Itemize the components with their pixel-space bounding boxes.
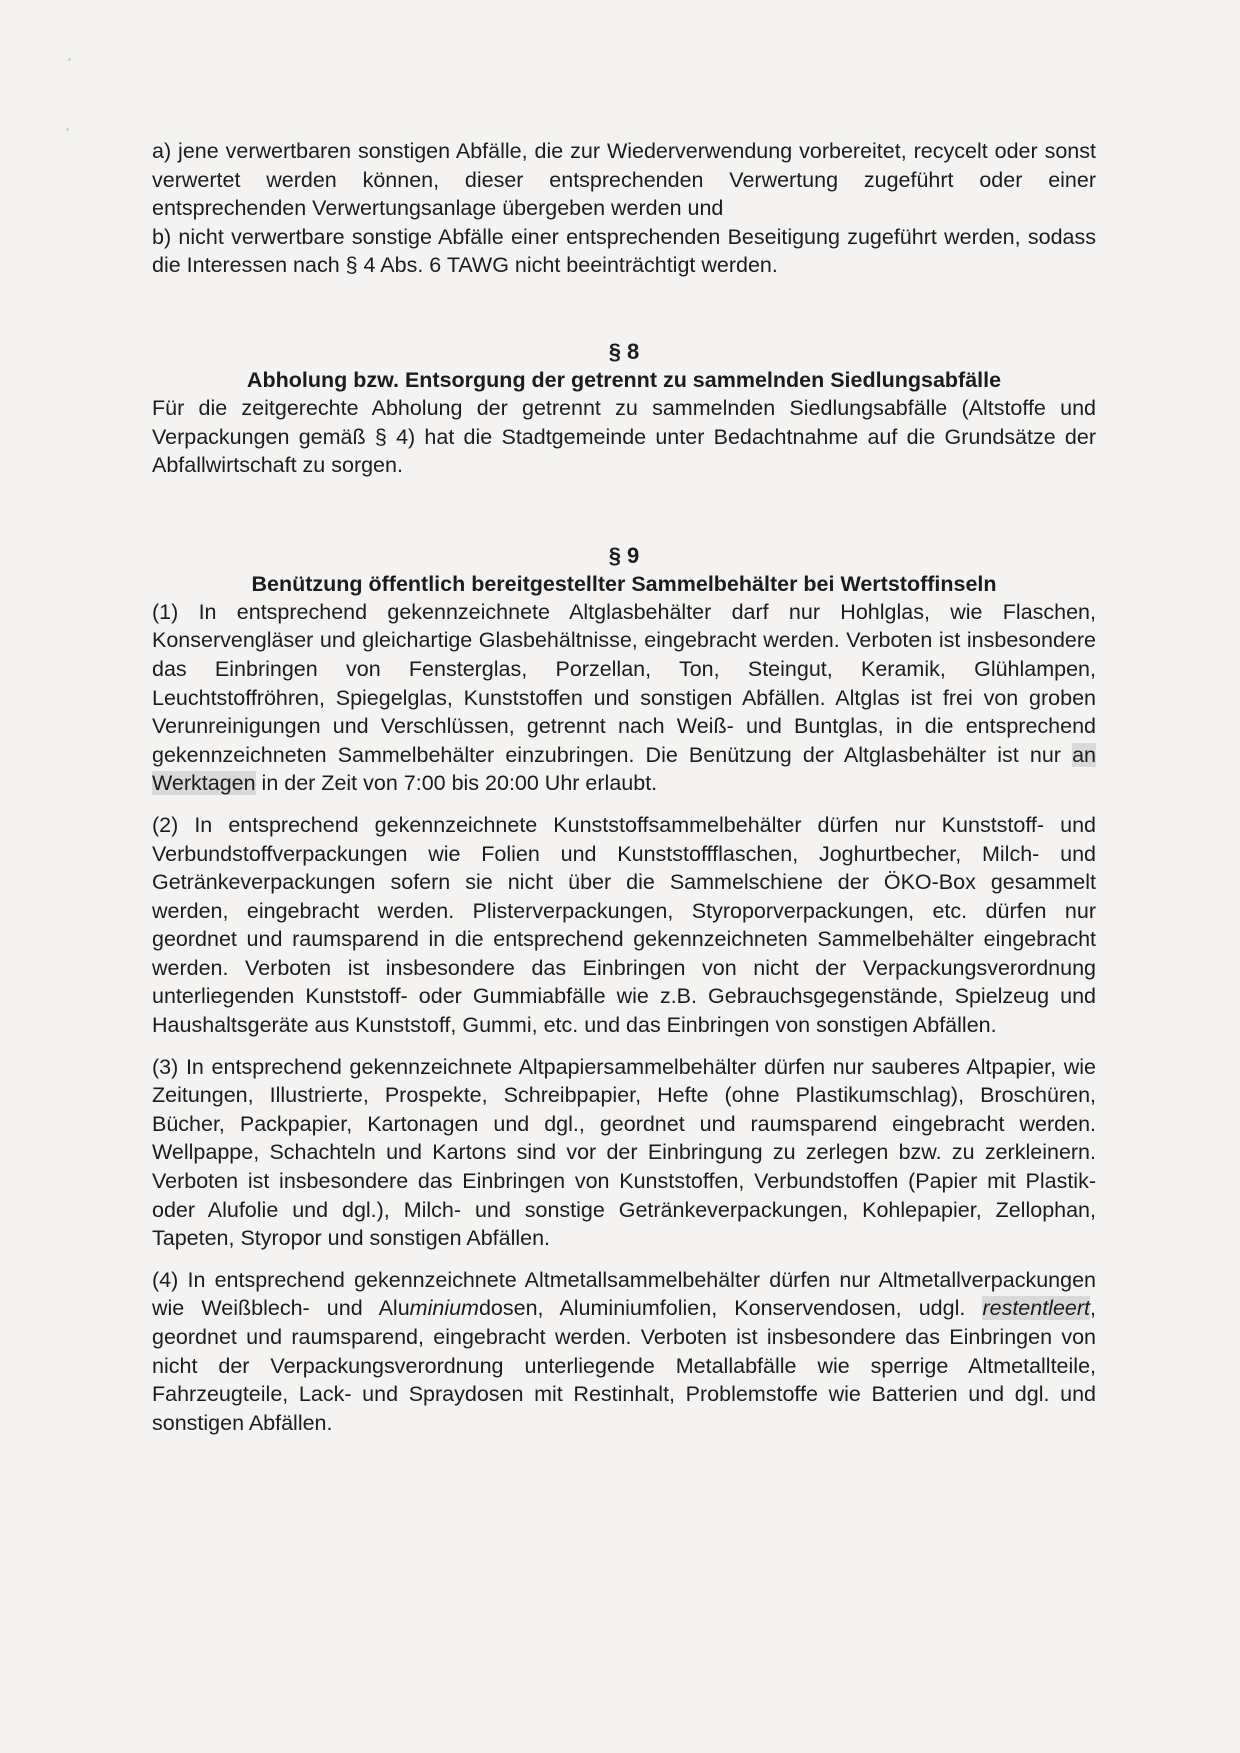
section-9-paragraph-4 <box>152 1266 1096 1438</box>
section-9-title: Benützung öffentlich bereitgestellter Sammelbehälter bei Wertstoffinseln <box>251 571 997 596</box>
intro-item-a: a) jene verwertbaren sonstigen Abfälle, die zur Wiederverwendung vorbereitet, recycelt oder sonst verwertet werden können, dieser entsprechenden Verwertung zugeführt oder einer entsprechenden Verwertungsanlage übergeben werden und <box>152 139 1096 221</box>
section-9-paragraph-1 <box>152 598 1096 798</box>
section-8-body: Für die zeitgerechte Abholung der getrennt zu sammelnden Siedlungsabfälle (Altstoffe und Verpackungen gemäß § 4) hat die Stadtgemeinde unter Bedachtnahme auf die Grundsätze der Abfallwirtschaft zu sorgen. <box>152 395 1096 478</box>
paragraph-4-text-c: , geordnet und raumsparend, eingebracht werden. Verboten ist insbesondere das Einbringen von nicht der Verpackungsverordnung unterliegende Metallabfälle wie sperrige Altmetallteile, Fahrzeugteile, Lack- und Spraydosen mit Restinhalt, Problemstoffe wie Batterien und dgl. und sonstigen Abfällen. <box>152 1296 1096 1435</box>
section-8-number: § 8 <box>608 338 640 364</box>
section-8-title: Abholung bzw. Entsorgung der getrennt zu sammelnden Siedlungsabfälle <box>246 367 1002 392</box>
document-body <box>152 137 1096 1450</box>
paragraph-4-text-a: (4) In entsprechend gekennzeichnete Altmetallsammelbehälter dürfen nur Altmetallverpackungen wie Weißblech- und Alu <box>152 1267 1096 1321</box>
section-9-paragraph-2: (2) In entsprechend gekennzeichnete Kunststoffsammelbehälter dürfen nur Kunststoff- und Verbundstoffverpackungen wie Folien und Kunststoffflaschen, Joghurtbecher, Milch- und Getränkeverpackungen sofern sie nicht über die Sammelschiene der ÖKO-Box gesammelt werden, eingebracht werden. Plisterverpackungen, Styroporverpackungen, etc. dürfen nur geordnet und raumsparend in die entsprechend gekennzeichneten Sammelbehälter eingebracht werden. Verboten ist insbesondere das Einbringen von nicht der Verpackungsverordnung unterliegenden Kunststoff- oder Gummiabfälle wie z.B. Gebrauchsgegenstände, Spielzeug und Haushaltsgeräte aus Kunststoff, Gummi, etc. und das Einbringen von sonstigen Abfällen. <box>152 812 1096 1038</box>
highlight-restentleert: restentleert <box>982 1296 1091 1321</box>
intro-item-b: b) nicht verwertbare sonstige Abfälle einer entsprechenden Beseitigung zugeführt werden, sodass die Interessen nach § 4 Abs. 6 TAWG nicht beeinträchtigt werden. <box>152 224 1096 278</box>
paragraph-4-text-b: dosen, Aluminiumfolien, Konservendosen, udgl. <box>478 1296 983 1321</box>
scan-speck <box>68 58 71 61</box>
section-9-number: § 9 <box>608 542 640 568</box>
scan-speck <box>66 128 69 131</box>
section-9-paragraph-3: (3) In entsprechend gekennzeichnete Altpapiersammelbehälter dürfen nur sauberes Altpapier, wie Zeitungen, Illustrierte, Prospekte, Schreibpapier, Hefte (ohne Plastikumschlag), Broschüren, Bücher, Packpapier, Kartonagen und dgl., geordnet und raumsparend eingebracht werden. Wellpappe, Schachteln und Kartons sind vor der Einbringung zu zerlegen bzw. zu zerkleinern. Verboten ist insbesondere das Einbringen von Kunststoffen, Verbundstoffen (Papier mit Plastik- oder Alufolie und dgl.), Milch- und sonstige Getränkeverpackungen, Kohlepapier, Zellophan, Tapeten, Styropor und sonstigen Abfällen. <box>152 1054 1096 1251</box>
italic-minium: minium <box>409 1296 479 1321</box>
highlight-werktagen: an Werktagen <box>152 742 1096 796</box>
paragraph-1-text-b: in der Zeit von 7:00 bis 20:00 Uhr erlaubt. <box>255 771 658 796</box>
paragraph-1-text-a: (1) In entsprechend gekennzeichnete Altglasbehälter darf nur Hohlglas, wie Flaschen, Konservengläser und gleichartige Glasbehältnisse, eingebracht werden. Verboten ist insbesondere das Einbringen von Fensterglas, Porzellan, Ton, Steingut, Keramik, Glühlampen, Leuchtstoffröhren, Spiegelglas, Kunststoffen und sonstigen Abfällen. Altglas ist frei von groben Verunreinigungen und Verschlüssen, getrennt nach Weiß- und Buntglas, in die entsprechend gekennzeichneten Sammelbehälter einzubringen. Die Benützung der Altglasbehälter ist nur <box>152 599 1096 767</box>
